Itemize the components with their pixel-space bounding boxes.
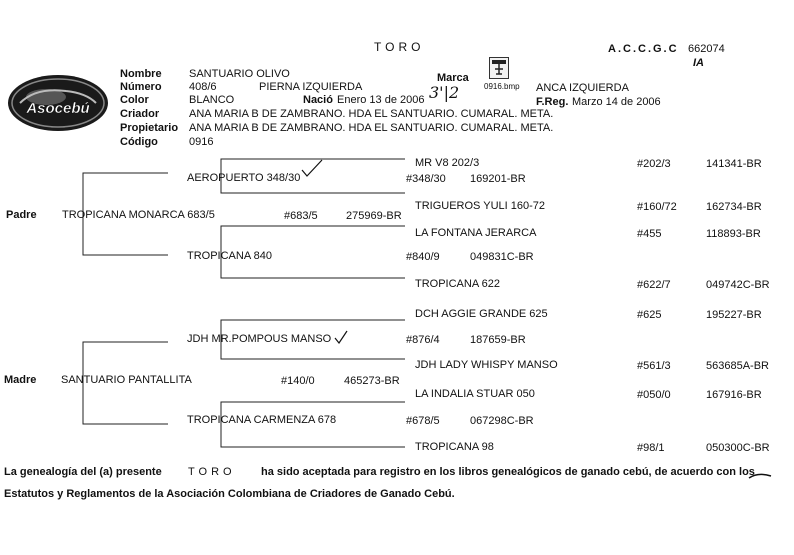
grandparent-num: #876/4: [406, 334, 440, 346]
label-nombre: Nombre: [120, 68, 162, 80]
great-grandparent-num: #160/72: [637, 201, 677, 213]
grandparent-name: TROPICANA CARMENZA 678: [187, 414, 337, 426]
assoc-code: A.C.C.G.C: [608, 43, 679, 55]
label-codigo: Código: [120, 136, 158, 148]
padre-label: Padre: [6, 209, 37, 221]
code: 0916: [189, 136, 214, 148]
great-grandparent-reg: 141341-BR: [706, 158, 762, 170]
logo-text: Asocebú: [26, 100, 90, 117]
madre-reg: 465273-BR: [344, 375, 400, 387]
grandparent-name: AEROPUERTO 348/30: [187, 172, 301, 184]
label-propietario: Propietario: [120, 122, 179, 134]
great-grandparent-name: LA INDALIA STUAR 050: [415, 388, 535, 400]
great-grandparent-reg: 195227-BR: [706, 309, 762, 321]
grandparent-num: #840/9: [406, 251, 440, 263]
great-grandparent-num: #202/3: [637, 158, 671, 170]
page-title: TORO: [374, 40, 425, 54]
birth-date: Enero 13 de 2006: [337, 94, 425, 106]
great-grandparent-name: LA FONTANA JERARCA: [415, 227, 537, 239]
great-grandparent-name: TROPICANA 622: [415, 278, 500, 290]
madre-num: #140/0: [281, 375, 315, 387]
great-grandparent-reg: 167916-BR: [706, 389, 762, 401]
brand-handwritten: 3'|2: [429, 83, 460, 102]
great-grandparent-name: TROPICANA 98: [415, 441, 494, 453]
grandparent-reg: 067298C-BR: [470, 415, 534, 427]
breeder: ANA MARIA B DE ZAMBRANO. HDA EL SANTUARIO. CUMARAL. META.: [189, 108, 554, 120]
footer-text-start: La genealogía del (a) presente: [4, 466, 162, 478]
great-grandparent-reg: 050300C-BR: [706, 442, 770, 454]
great-grandparent-name: TRIGUEROS YULI 160-72: [415, 200, 546, 212]
registration-suffix: IA: [693, 57, 704, 69]
great-grandparent-num: #625: [637, 309, 662, 321]
great-grandparent-reg: 049742C-BR: [706, 279, 770, 291]
great-grandparent-name: JDH LADY WHISPY MANSO: [415, 359, 558, 371]
animal-color: BLANCO: [189, 94, 235, 106]
great-grandparent-num: #561/3: [637, 360, 671, 372]
registration-date-label: F.Reg.: [536, 96, 569, 108]
great-grandparent-num: #98/1: [637, 442, 665, 454]
asocebu-logo: [6, 73, 110, 133]
great-grandparent-num: #455: [637, 228, 662, 240]
registration-date: Marzo 14 de 2006: [572, 96, 661, 108]
footer-statement: Estatutos y Reglamentos de la Asociación Colombiana de Criadores de Ganado Cebú.: [4, 488, 455, 500]
great-grandparent-reg: 563685A-BR: [706, 360, 769, 372]
great-grandparent-num: #050/0: [637, 389, 671, 401]
brand-mark-icon: [489, 57, 509, 79]
grandparent-reg: 049831C-BR: [470, 251, 534, 263]
footer-text-end: ha sido aceptada para registro en los libros genealógicos de ganado cebú, de acuerdo con los: [261, 466, 755, 478]
great-grandparent-name: MR V8 202/3: [415, 157, 480, 169]
label-color: Color: [120, 94, 149, 106]
checkmark-icon: [334, 330, 348, 344]
checkmark-icon: [300, 158, 324, 178]
padre-name: TROPICANA MONARCA 683/5: [62, 209, 215, 221]
brand-filename: 0916.bmp: [484, 82, 520, 91]
great-grandparent-reg: 118893-BR: [706, 228, 761, 240]
animal-number: 408/6: [189, 81, 217, 93]
great-grandparent-reg: 162734-BR: [706, 201, 762, 213]
grandparent-name: JDH MR.POMPOUS MANSO: [187, 333, 332, 345]
grandparent-reg: 169201-BR: [470, 173, 526, 185]
great-grandparent-name: DCH AGGIE GRANDE 625: [415, 308, 548, 320]
footer-animal-type: TORO: [188, 466, 236, 478]
pen-stroke-icon: [748, 470, 772, 482]
owner: ANA MARIA B DE ZAMBRANO. HDA EL SANTUARIO. CUMARAL. META.: [189, 122, 554, 134]
animal-number-location: PIERNA IZQUIERDA: [259, 81, 363, 93]
birth-label: Nació: [303, 94, 333, 106]
label-criador: Criador: [120, 108, 160, 120]
grandparent-num: #348/30: [406, 173, 446, 185]
marca-label: Marca: [437, 72, 469, 84]
madre-label: Madre: [4, 374, 37, 386]
grandparent-reg: 187659-BR: [470, 334, 526, 346]
great-grandparent-num: #622/7: [637, 279, 671, 291]
brand-location: ANCA IZQUIERDA: [536, 82, 629, 94]
madre-name: SANTUARIO PANTALLITA: [61, 374, 192, 386]
grandparent-name: TROPICANA 840: [187, 250, 272, 262]
padre-num: #683/5: [284, 210, 318, 222]
registration-number: 662074: [688, 43, 725, 55]
grandparent-num: #678/5: [406, 415, 440, 427]
animal-name: SANTUARIO OLIVO: [189, 68, 290, 80]
padre-reg: 275969-BR: [346, 210, 402, 222]
label-numero: Número: [120, 81, 162, 93]
